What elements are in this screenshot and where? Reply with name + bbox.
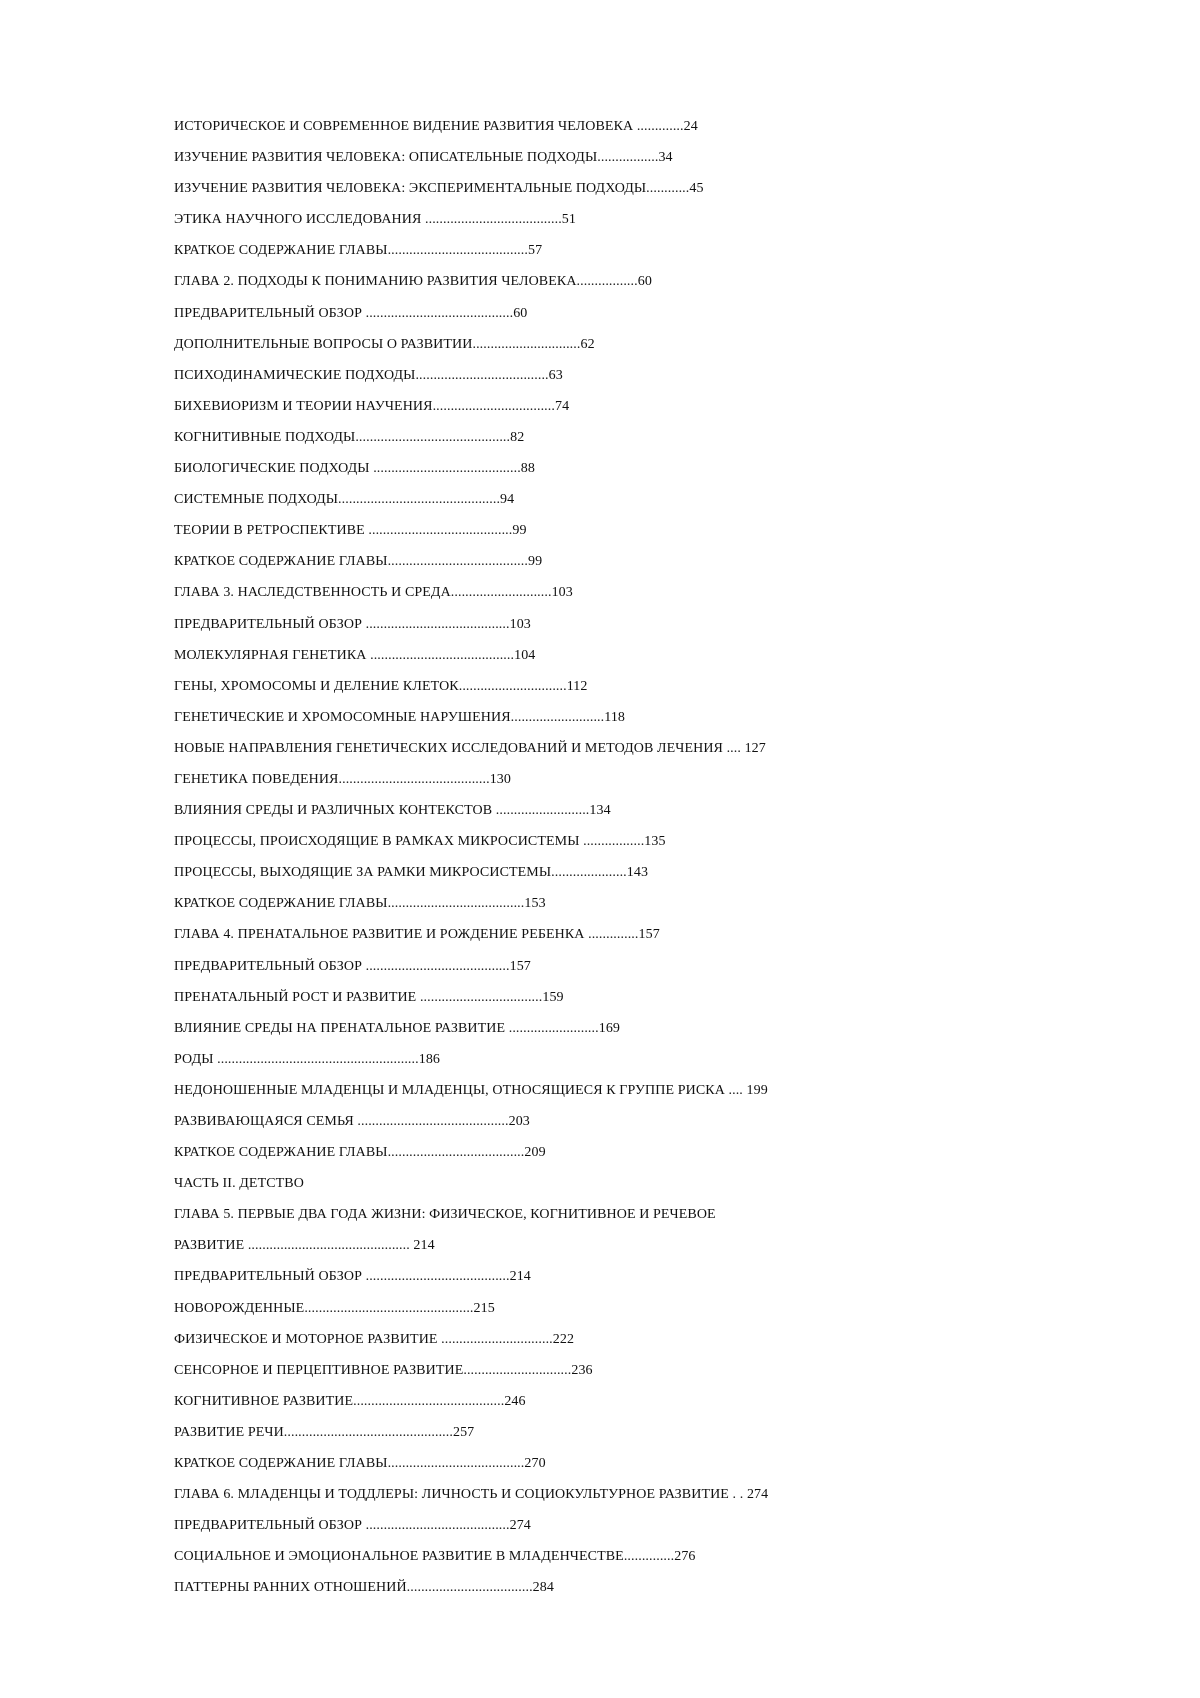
toc-entry: ЭТИКА НАУЧНОГО ИССЛЕДОВАНИЯ ......................................51 [174, 212, 576, 228]
toc-entry: ДОПОЛНИТЕЛЬНЫЕ ВОПРОСЫ О РАЗВИТИИ..............................62 [174, 336, 595, 352]
toc-entry: РАЗВИВАЮЩАЯСЯ СЕМЬЯ ..........................................203 [174, 1114, 530, 1129]
toc-entry: КРАТКОЕ СОДЕРЖАНИЕ ГЛАВЫ......................................153 [174, 896, 546, 912]
toc-entry: БИХЕВИОРИЗМ И ТЕОРИИ НАУЧЕНИЯ..................................74 [174, 398, 570, 414]
toc-entry: НЕДОНОШЕННЫЕ МЛАДЕНЦЫ И МЛАДЕНЦЫ, ОТНОСЯЩИЕСЯ К ГРУППЕ РИСКА .... 199 [174, 1082, 768, 1098]
toc-entry: КРАТКОЕ СОДЕРЖАНИЕ ГЛАВЫ......................................270 [174, 1456, 546, 1472]
toc-entry: РАЗВИТИЕ РЕЧИ...............................................257 [174, 1424, 475, 1440]
toc-entry: ТЕОРИИ В РЕТРОСПЕКТИВЕ ........................................99 [174, 523, 527, 539]
toc-entry: ГЛАВА 2. ПОДХОДЫ К ПОНИМАНИЮ РАЗВИТИЯ ЧЕЛОВЕКА.................60 [174, 274, 652, 290]
toc-entry: ПАТТЕРНЫ РАННИХ ОТНОШЕНИЙ...................................284 [174, 1580, 554, 1596]
toc-entry: ПРЕДВАРИТЕЛЬНЫЙ ОБЗОР ........................................103 [174, 616, 531, 632]
toc-entry: ВЛИЯНИЯ СРЕДЫ И РАЗЛИЧНЫХ КОНТЕКСТОВ ..........................134 [174, 803, 611, 819]
toc-entry: КРАТКОЕ СОДЕРЖАНИЕ ГЛАВЫ......................................209 [174, 1145, 546, 1161]
toc-entry: СЕНСОРНОЕ И ПЕРЦЕПТИВНОЕ РАЗВИТИЕ..............................236 [174, 1362, 593, 1378]
toc-entry: ПРЕНАТАЛЬНЫЙ РОСТ И РАЗВИТИЕ ..................................159 [174, 989, 564, 1005]
toc-entry: ПРЕДВАРИТЕЛЬНЫЙ ОБЗОР ........................................274 [174, 1518, 531, 1534]
toc-entry: ГЕНЕТИКА ПОВЕДЕНИЯ..........................................130 [174, 771, 511, 787]
toc-entry: РОДЫ ........................................................186 [174, 1051, 441, 1067]
toc-entry: БИОЛОГИЧЕСКИЕ ПОДХОДЫ .........................................88 [174, 461, 536, 477]
toc-entry: ВЛИЯНИЕ СРЕДЫ НА ПРЕНАТАЛЬНОЕ РАЗВИТИЕ .........................169 [174, 1020, 621, 1036]
toc-entry: ПРЕДВАРИТЕЛЬНЫЙ ОБЗОР .........................................60 [174, 305, 528, 321]
toc-entry: ГЕНЫ, ХРОМОСОМЫ И ДЕЛЕНИЕ КЛЕТОК..............................112 [174, 678, 588, 694]
toc-entry: ИСТОРИЧЕСКОЕ И СОВРЕМЕННОЕ ВИДЕНИЕ РАЗВИТИЯ ЧЕЛОВЕКА .............24 [174, 119, 698, 134]
toc-entry: ИЗУЧЕНИЕ РАЗВИТИЯ ЧЕЛОВЕКА: ЭКСПЕРИМЕНТАЛЬНЫЕ ПОДХОДЫ............45 [174, 181, 704, 197]
toc-entry: ИЗУЧЕНИЕ РАЗВИТИЯ ЧЕЛОВЕКА: ОПИСАТЕЛЬНЫЕ ПОДХОДЫ.................34 [174, 150, 673, 166]
toc-entry: ГЛАВА 4. ПРЕНАТАЛЬНОЕ РАЗВИТИЕ И РОЖДЕНИЕ РЕБЕНКА ..............157 [174, 927, 660, 943]
toc-entry: СИСТЕМНЫЕ ПОДХОДЫ.............................................94 [174, 492, 515, 508]
toc-entry: ГЛАВА 6. МЛАДЕНЦЫ И ТОДДЛЕРЫ: ЛИЧНОСТЬ И СОЦИОКУЛЬТУРНОЕ РАЗВИТИЕ . . 274 [174, 1487, 769, 1503]
toc-entry: КОГНИТИВНЫЕ ПОДХОДЫ...........................................82 [174, 429, 525, 445]
toc-entry: ПРЕДВАРИТЕЛЬНЫЙ ОБЗОР ........................................214 [174, 1269, 531, 1285]
toc-entry: ЧАСТЬ II. ДЕТСТВО [174, 1176, 304, 1192]
toc-entry: НОВОРОЖДЕННЫЕ...............................................215 [174, 1300, 495, 1316]
toc-entry: СОЦИАЛЬНОЕ И ЭМОЦИОНАЛЬНОЕ РАЗВИТИЕ В МЛАДЕНЧЕСТВЕ..............276 [174, 1549, 696, 1565]
toc-entry: КРАТКОЕ СОДЕРЖАНИЕ ГЛАВЫ.......................................57 [174, 243, 543, 259]
toc-entry: ГЛАВА 5. ПЕРВЫЕ ДВА ГОДА ЖИЗНИ: ФИЗИЧЕСКОЕ, КОГНИТИВНОЕ И РЕЧЕВОЕ [174, 1207, 716, 1223]
toc-entry: ПСИХОДИНАМИЧЕСКИЕ ПОДХОДЫ.....................................63 [174, 367, 563, 383]
toc-entry: МОЛЕКУЛЯРНАЯ ГЕНЕТИКА ........................................104 [174, 647, 536, 663]
toc-entry: ПРОЦЕССЫ, ВЫХОДЯЩИЕ ЗА РАМКИ МИКРОСИСТЕМЫ.....................143 [174, 865, 649, 881]
toc-entry: КРАТКОЕ СОДЕРЖАНИЕ ГЛАВЫ.......................................99 [174, 554, 543, 570]
toc-entry: ПРОЦЕССЫ, ПРОИСХОДЯЩИЕ В РАМКАХ МИКРОСИСТЕМЫ .................135 [174, 834, 666, 850]
table-of-contents [174, 111, 1134, 1604]
toc-entry: КОГНИТИВНОЕ РАЗВИТИЕ..........................................246 [174, 1393, 526, 1409]
toc-entry: ГЕНЕТИЧЕСКИЕ И ХРОМОСОМНЫЕ НАРУШЕНИЯ..........................118 [174, 709, 626, 725]
toc-entry: НОВЫЕ НАПРАВЛЕНИЯ ГЕНЕТИЧЕСКИХ ИССЛЕДОВАНИЙ И МЕТОДОВ ЛЕЧЕНИЯ .... 127 [174, 740, 766, 756]
toc-entry: РАЗВИТИЕ ............................................. 214 [174, 1238, 435, 1254]
toc-entry: ПРЕДВАРИТЕЛЬНЫЙ ОБЗОР ........................................157 [174, 958, 531, 974]
toc-entry: ФИЗИЧЕСКОЕ И МОТОРНОЕ РАЗВИТИЕ ...............................222 [174, 1331, 575, 1347]
toc-entry: ГЛАВА 3. НАСЛЕДСТВЕННОСТЬ И СРЕДА............................103 [174, 585, 573, 601]
